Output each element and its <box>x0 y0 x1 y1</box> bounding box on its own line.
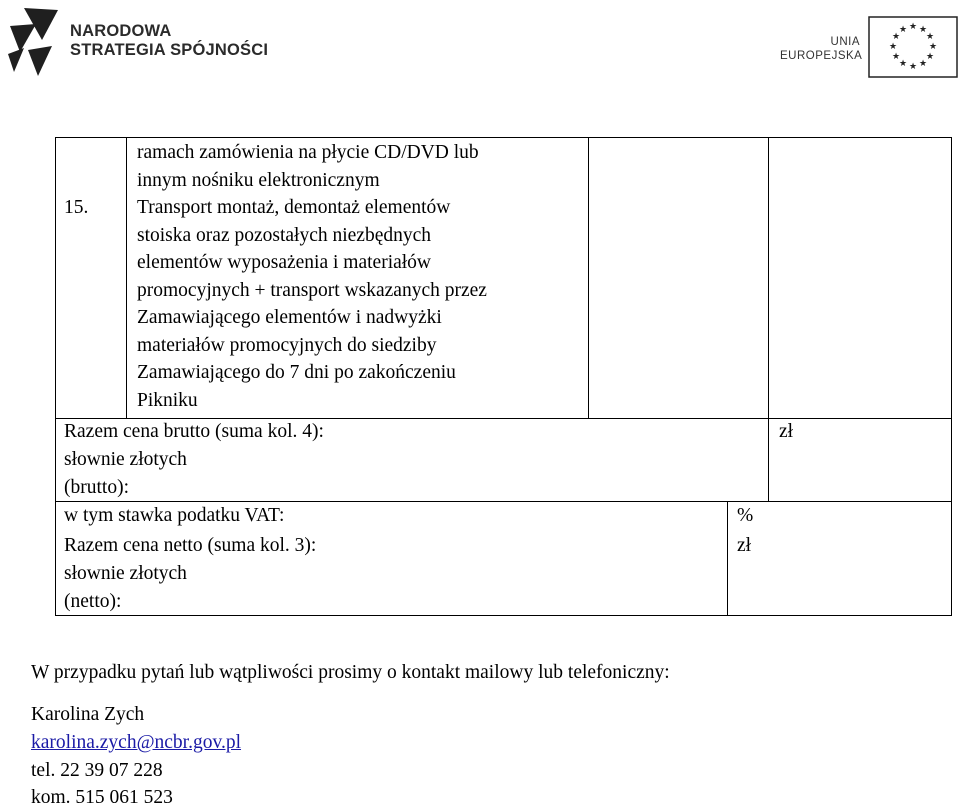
total-gross-unit: zł <box>779 421 794 442</box>
description-line: Transport montaż, demontaż elementów <box>137 197 451 218</box>
total-net-unit: zł <box>737 535 752 556</box>
description-line: Zamawiającego elementów i nadwyżki <box>137 307 442 328</box>
svg-text:★: ★ <box>925 52 935 62</box>
total-gross-label: Razem cena brutto (suma kol. 4): <box>64 421 324 442</box>
row-15-description <box>137 194 487 414</box>
svg-text:★: ★ <box>898 25 908 35</box>
description-line: Pikniku <box>137 389 198 411</box>
words-net-line: słownie złotych <box>64 563 187 584</box>
table-left-border <box>55 137 56 616</box>
description-line: Zamawiającego do 7 dni po zakończeniu <box>137 362 456 383</box>
svg-text:★: ★ <box>928 42 938 52</box>
table-bottom-border <box>55 615 952 616</box>
words-gross-line: (brutto): <box>64 476 129 498</box>
svg-text:★: ★ <box>918 59 928 69</box>
contact-phone: tel. 22 39 07 228 <box>31 760 163 781</box>
svg-text:★: ★ <box>888 42 898 52</box>
svg-text:★: ★ <box>891 52 901 62</box>
contact-intro: W przypadku pytań lub wątpliwości prosimy o kontakt mailowy lub telefoniczny: <box>31 662 670 683</box>
svg-text:★: ★ <box>918 25 928 35</box>
vat-unit: % <box>737 505 754 526</box>
table-right-border <box>951 137 952 616</box>
description-line: stoiska oraz pozostałych niezbędnych <box>137 224 432 246</box>
eu-flag-icon <box>868 16 958 78</box>
col-divider <box>588 137 589 418</box>
row-number: 15. <box>64 197 89 218</box>
svg-text:★: ★ <box>908 62 918 72</box>
eu-line-2: EUROPEJSKA <box>780 50 863 62</box>
words-net-line: (netto): <box>64 590 122 612</box>
description-line: innym nośniku elektronicznym <box>137 169 380 191</box>
vat-label: w tym stawka podatku VAT: <box>64 505 285 526</box>
col-divider <box>727 501 728 615</box>
description-line: materiałów promocyjnych do siedziby <box>137 334 437 356</box>
col-divider <box>768 137 769 501</box>
ns-emblem-icon <box>6 6 66 78</box>
email-link-text[interactable]: karolina.zych@ncbr.gov.pl <box>31 732 242 753</box>
contact-mobile: kom. 515 061 523 <box>31 787 173 808</box>
table-top-border <box>55 137 952 138</box>
total-net-label: Razem cena netto (suma kol. 3): <box>64 535 317 556</box>
words-gross-line: słownie złotych <box>64 449 187 470</box>
logo-line-2: STRATEGIA SPÓJNOŚCI <box>70 40 269 59</box>
svg-text:★: ★ <box>891 32 901 42</box>
description-line: promocyjnych + transport wskazanych przez <box>137 279 487 301</box>
col-divider <box>126 137 127 418</box>
contact-email-link[interactable] <box>31 729 241 757</box>
logo-narodowa-strategia-spojnosci <box>6 6 269 76</box>
words-net-label <box>64 560 187 615</box>
eu-line-1: UNIA <box>830 36 860 48</box>
prev-row-description <box>137 139 479 194</box>
svg-text:★: ★ <box>925 32 935 42</box>
words-gross-label <box>64 446 187 501</box>
svg-text:★: ★ <box>908 22 918 32</box>
logo-line-1: NARODOWA <box>70 22 172 40</box>
svg-text:★: ★ <box>898 59 908 69</box>
contact-name: Karolina Zych <box>31 704 145 725</box>
logo-unia-europejska <box>780 16 960 80</box>
description-line: ramach zamówienia na płycie CD/DVD lub <box>137 142 479 163</box>
description-line: elementów wyposażenia i materiałów <box>137 252 432 273</box>
